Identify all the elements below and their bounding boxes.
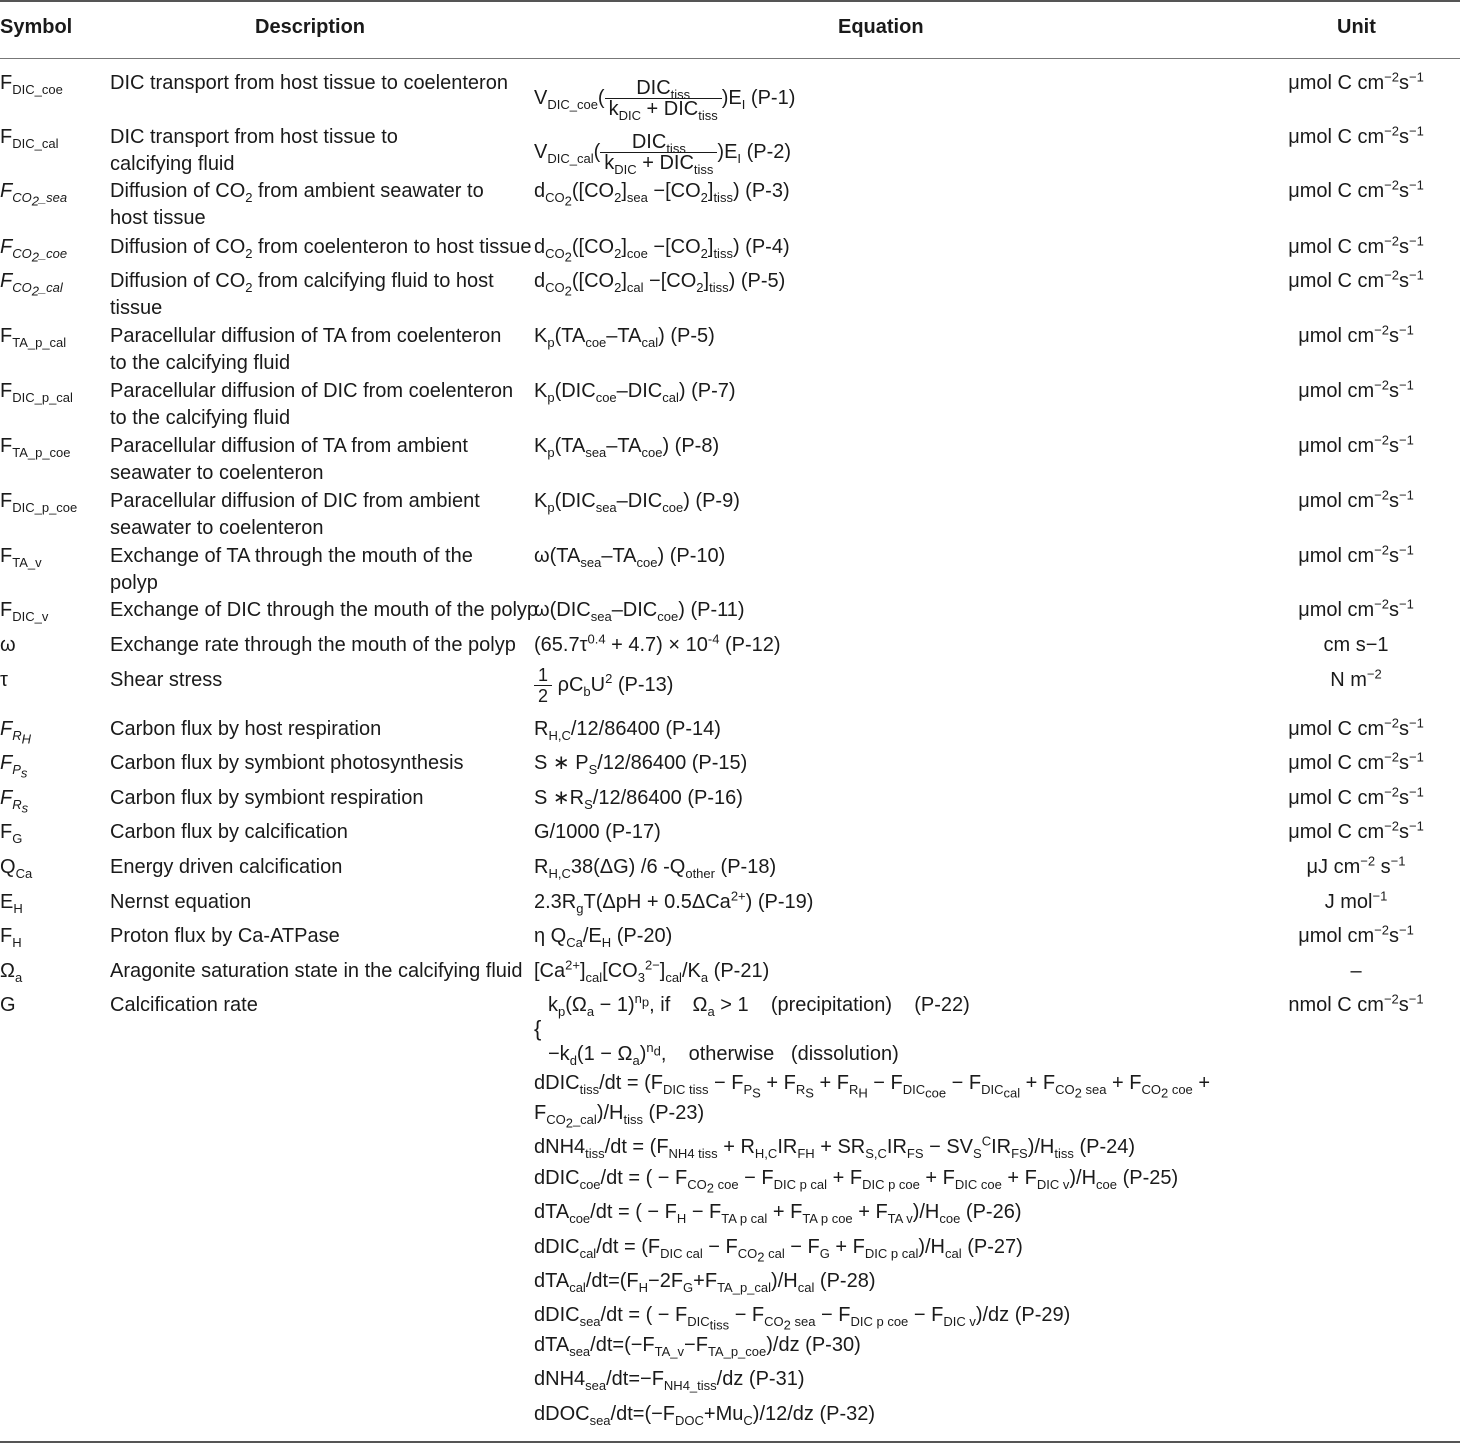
- equation-cell: $\omega(DIC_{sea}-DIC_{coe})$ (P-11): [534, 599, 745, 624]
- equation-line: $F_{CO_2\_cal})/H_{tiss}$ (P-23): [534, 1102, 705, 1131]
- symbol-cell: $F_{CO_2\_cal}$: [0, 270, 63, 299]
- equation-cell: $d_{CO_2}([CO_2]_{coe} -[CO_2]_{tiss})$ (P-4): [534, 236, 790, 265]
- description-cell: Shear stress: [110, 669, 223, 691]
- table-bottom-rule: [0, 1441, 1460, 1443]
- symbol-cell: $F_{TA\_p\_cal}$: [0, 325, 67, 350]
- symbol-cell: $F_{R_H}$: [0, 718, 31, 747]
- description-cell: Proton flux by Ca-ATPase: [110, 925, 340, 947]
- description-cell: Carbon flux by symbiont photosynthesis: [110, 752, 464, 774]
- symbol-cell: $\Omega_a$: [0, 960, 23, 985]
- equation-cell: $k_p(\Omega_a - 1)^{n_p}$, if $\Omega_a > 1$ (precipitation) (P-22): [548, 991, 970, 1019]
- description-cell: Exchange of DIC through the mouth of the polyp: [110, 599, 539, 621]
- symbol-cell: $F_{DIC\_p\_coe}$: [0, 490, 78, 515]
- equation-cell: $R_{H,C}/12/86400$ (P-14): [534, 718, 721, 743]
- equation-line: dDIC$_{tiss}$/dt = ($F_{DIC tiss} - F_{P_S} + F_{R_S} + F_{R_H} - F_{DIC_{coe}} - F_{DIC_{cal}} + F_{CO_2 sea} + F_{CO_2 coe}$ +: [534, 1072, 1211, 1101]
- unit-cell: J mol$^{-1}$: [1324, 888, 1388, 913]
- description-cell: Energy driven calcification: [110, 856, 343, 878]
- equation-cell: $K_p(DIC_{coe}-DIC_{cal})$ (P-7): [534, 380, 736, 405]
- symbol-cell: G: [0, 994, 16, 1016]
- unit-cell: μmol C $cm^{-2}s^{-1}$: [1288, 715, 1424, 740]
- unit-cell: μmol C $cm^{-2}s^{-1}$: [1288, 123, 1424, 148]
- unit-cell: μmol $cm^{-2}s^{-1}$: [1298, 596, 1414, 621]
- table-top-rule: [0, 0, 1460, 2]
- header-unit: Unit: [1337, 16, 1376, 38]
- unit-cell: μmol $cm^{-2}s^{-1}$: [1298, 542, 1414, 567]
- unit-cell: μmol $cm^{-2}s^{-1}$: [1298, 322, 1414, 347]
- equation-line: $dNH4_{sea}/dt=-F_{NH4\_tiss}/dz$ (P-31): [534, 1368, 805, 1393]
- symbol-cell: ω: [0, 634, 16, 656]
- unit-cell: μmol $cm^{-2}s^{-1}$: [1298, 377, 1414, 402]
- equation-line: dDIC$_{sea}$/dt = ( − $F_{DIC_{tiss}} - F_{CO_2 sea} - F_{DIC p coe} - F_{DIC v})/dz$ (P-29): [534, 1304, 1071, 1333]
- equation-cell: $K_p(TA_{sea}-TA_{coe})$ (P-8): [534, 435, 720, 460]
- symbol-cell: $F_{CO_2\_sea}$: [0, 180, 68, 209]
- description-cell: Exchange rate through the mouth of the polyp: [110, 634, 516, 656]
- equation-cell: $d_{CO_2}([CO_2]_{sea} -[CO_2]_{tiss})$ (P-3): [534, 180, 790, 209]
- symbol-cell: $Q_{Ca}$: [0, 856, 33, 881]
- symbol-cell: $F_{DIC\_v}$: [0, 599, 49, 624]
- equation-line: dDIC$_{cal}$/dt = $(F_{DIC cal} - F_{CO_2 cal} - F_G + F_{DIC p cal})/H_{cal}$ (P-27): [534, 1236, 1023, 1265]
- description-cell: Carbon flux by host respiration: [110, 718, 382, 740]
- description-cell: Paracellular diffusion of TA from coelenteron to the calcifying fluid: [110, 325, 502, 374]
- description-cell: DIC transport from host tissue to coelenteron: [110, 72, 508, 94]
- symbol-cell: $F_{CO_2\_coe}$: [0, 236, 68, 265]
- unit-cell: N $m^{-2}$: [1330, 666, 1382, 691]
- symbol-cell: $F_{P_s}$: [0, 752, 28, 781]
- description-cell: DIC transport from host tissue to calcifying fluid: [110, 126, 398, 175]
- unit-cell: μJ $cm^{-2}$ $s^{-1}$: [1306, 853, 1406, 878]
- equation-cell: $\omega(TA_{sea}-TA_{coe})$ (P-10): [534, 545, 726, 570]
- symbol-cell: $F_{R_s}$: [0, 787, 29, 816]
- equation-cell: $K_p(DIC_{sea}-DIC_{coe})$ (P-9): [534, 490, 740, 515]
- symbol-cell: $F_G$: [0, 821, 23, 846]
- symbol-cell: $F_{TA\_p\_coe}$: [0, 435, 71, 460]
- equation-cell: $K_p(TA_{coe}-TA_{cal})$ (P-5): [534, 325, 715, 350]
- unit-cell: cm s−1: [1323, 634, 1389, 656]
- unit-cell: μmol $cm^{-2}s^{-1}$: [1298, 922, 1414, 947]
- symbol-cell: $F_{DIC\_coe}$: [0, 72, 63, 97]
- equation-cell: $(65.7\tau^{0.4} + 4.7) \times 10^{-4}$ (P-12): [534, 631, 781, 656]
- equation-line: dDIC$_{coe}$/dt = ( − $F_{CO_2 coe} - F_{DIC p cal} + F_{DIC p coe} + F_{DIC coe} + F_{DIC v})/H_{coe}$ (P-25): [534, 1167, 1179, 1196]
- equation-cell: $d_{CO_2}([CO_2]_{cal} -[CO_2]_{tiss})$ (P-5): [534, 270, 786, 299]
- symbol-cell: $E_H$: [0, 891, 23, 916]
- equation-cell: S ∗ $P_S/12/86400$ (P-15): [534, 752, 748, 777]
- equation-line: dTA$_{coe}$/dt = ( − $F_H - F_{TA p cal} + F_{TA p coe} + F_{TA v})/H_{coe}$ (P-26): [534, 1201, 1022, 1226]
- unit-cell: μmol C $cm^{-2}s^{-1}$: [1288, 177, 1424, 202]
- equation-line: $dTA_{cal}/dt=(F_H-2F_G+F_{TA\_p\_cal})/H_{cal}$ (P-28): [534, 1270, 876, 1295]
- unit-cell: –: [1350, 960, 1362, 982]
- equation-cell: G/1000 (P-17): [534, 821, 661, 843]
- description-cell: Paracellular diffusion of DIC from coelenteron to the calcifying fluid: [110, 380, 514, 429]
- equation-line: $-k_d(1 - \Omega_a)^{n_d}$, otherwise (dissolution): [548, 1040, 899, 1068]
- equation-cell: η $Q_{Ca}/E_H$ (P-20): [534, 925, 673, 950]
- description-cell: Calcification rate: [110, 994, 258, 1016]
- equation-line: $dNH4_{tiss}/dt = (F_{NH4 tiss} + R_{H,C}IR_{FH} + SR_{S,C}IR_{FS} - SV_S^CIR_{FS})/H_{tiss}$ (P-24): [534, 1133, 1136, 1161]
- unit-cell: μmol C $cm^{-2}s^{-1}$: [1288, 69, 1424, 94]
- description-cell: Nernst equation: [110, 891, 252, 913]
- equation-cell: $V_{DIC\_coe}$( $\frac{DIC_{tiss}}{k_{DIC} + DIC_{tiss}}$ )$E_I$ (P-1): [534, 77, 796, 123]
- unit-cell: μmol C $cm^{-2}s^{-1}$: [1288, 233, 1424, 258]
- description-cell: Paracellular diffusion of DIC from ambient seawater to coelenteron: [110, 490, 480, 539]
- symbol-cell: $F_{DIC\_cal}$: [0, 126, 59, 151]
- equation-cell: S $∗R_S/12/86400$ (P-16): [534, 787, 743, 812]
- description-cell: Diffusion of $CO_2$ from calcifying fluid to host tissue: [110, 270, 494, 319]
- unit-cell: μmol C $cm^{-2}s^{-1}$: [1288, 749, 1424, 774]
- symbol-cell: $F_{DIC\_p\_cal}$: [0, 380, 73, 405]
- equation-cell: $V_{DIC\_cal}$( $\frac{DIC_{tiss}}{k_{DIC} + DIC_{tiss}}$ )$E_I$ (P-2): [534, 131, 792, 177]
- equation-line: $dTA_{sea}/dt=(-F_{TA\_v}-F_{TA\_p\_coe})/dz$ (P-30): [534, 1334, 861, 1359]
- description-cell: Carbon flux by calcification: [110, 821, 348, 843]
- table-header-rule: [0, 58, 1460, 59]
- equation-cell: $2.3R_gT(\Delta pH + 0.5\Delta Ca^{2+})$ (P-19): [534, 888, 814, 916]
- symbol-cell: $F_{TA\_v}$: [0, 545, 42, 570]
- brace-symbol: {: [534, 1016, 542, 1041]
- description-cell: Aragonite saturation state in the calcifying fluid: [110, 960, 523, 982]
- symbol-cell: τ: [0, 669, 8, 691]
- header-equation: Equation: [838, 16, 924, 38]
- unit-cell: nmol C $cm^{-2}s^{-1}$: [1288, 991, 1424, 1016]
- equation-cell: $\frac{1}{2}$ $\rho C_bU^2$ (P-13): [534, 665, 673, 706]
- unit-cell: μmol C $cm^{-2}s^{-1}$: [1288, 818, 1424, 843]
- header-description: Description: [255, 16, 366, 38]
- equation-cell: $R_{H,C}38(\Delta G)$ /6 $-Q_{other}$ (P-18): [534, 856, 777, 881]
- equation-cell: $[Ca^{2+}]_{cal}[CO_3^{2-}]_{cal}/K_a$ (P-21): [534, 957, 770, 985]
- description-cell: Diffusion of $CO_2$ from ambient seawater to host tissue: [110, 180, 484, 229]
- unit-cell: μmol $cm^{-2}s^{-1}$: [1298, 432, 1414, 457]
- unit-cell: μmol $cm^{-2}s^{-1}$: [1298, 487, 1414, 512]
- description-cell: Paracellular diffusion of TA from ambient seawater to coelenteron: [110, 435, 468, 484]
- unit-cell: μmol C $cm^{-2}s^{-1}$: [1288, 267, 1424, 292]
- description-cell: Carbon flux by symbiont respiration: [110, 787, 424, 809]
- unit-cell: μmol C $cm^{-2}s^{-1}$: [1288, 784, 1424, 809]
- description-cell: Exchange of TA through the mouth of the polyp: [110, 545, 473, 594]
- header-symbol: Symbol: [0, 16, 73, 38]
- description-cell: Diffusion of $CO_2$ from coelenteron to host tissue: [110, 236, 532, 261]
- equation-line: $dDOC_{sea}/dt=(-F_{DOC}+Mu_C)/12/dz$ (P-32): [534, 1403, 876, 1428]
- symbol-cell: $F_H$: [0, 925, 22, 950]
